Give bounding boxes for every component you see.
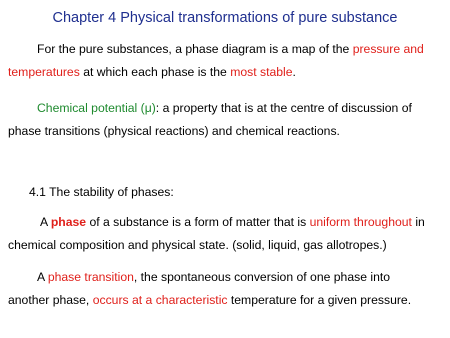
text-run: temperature for a given pressure. — [227, 293, 412, 307]
text-run: . — [292, 65, 296, 79]
text-run: : a property that is at the centre of discussion of — [155, 101, 412, 115]
highlight-pressure: pressure and — [352, 42, 424, 56]
paragraph-phase-diagram — [8, 38, 446, 84]
text-run: , the spontaneous conversion of one phase into — [133, 270, 391, 284]
chapter-title: Chapter 4 Physical transformations of pure substance — [52, 10, 398, 26]
paragraph-line: phase transitions (physical reactions) and chemical reactions. — [8, 124, 340, 138]
text-run: For the pure substances, a phase diagram is a map of the — [37, 42, 353, 56]
highlight-most-stable: most stable — [230, 65, 293, 79]
paragraph-phase-definition — [8, 211, 446, 257]
text-run: of a substance is a form of matter that is — [86, 215, 310, 229]
paragraph-line — [8, 211, 446, 234]
paragraph-phase-transition — [8, 266, 446, 312]
highlight-chemical-potential: Chemical potential (μ) — [37, 101, 156, 115]
paragraph-line — [8, 61, 446, 84]
text-run: in — [411, 215, 425, 229]
highlight-phase: phase — [50, 215, 87, 229]
paragraph-line — [8, 38, 446, 61]
highlight-characteristic: occurs at a characteristic — [92, 293, 228, 307]
text-run: another phase, — [8, 293, 93, 307]
section-heading: 4.1 The stability of phases: — [29, 185, 174, 199]
paragraph-line — [8, 97, 446, 120]
paragraph-line — [8, 266, 446, 289]
text-run: A — [37, 270, 48, 284]
highlight-uniform-throughout: uniform throughout — [309, 215, 412, 229]
text-run: at which each phase is the — [79, 65, 231, 79]
highlight-temperatures: temperatures — [8, 65, 80, 79]
paragraph-line: chemical composition and physical state. (solid, liquid, gas allotropes.) — [8, 238, 387, 252]
paragraph-line — [8, 289, 446, 312]
paragraph-chemical-potential — [8, 97, 446, 143]
text-run: A — [40, 215, 51, 229]
highlight-phase-transition: phase transition — [47, 270, 134, 284]
